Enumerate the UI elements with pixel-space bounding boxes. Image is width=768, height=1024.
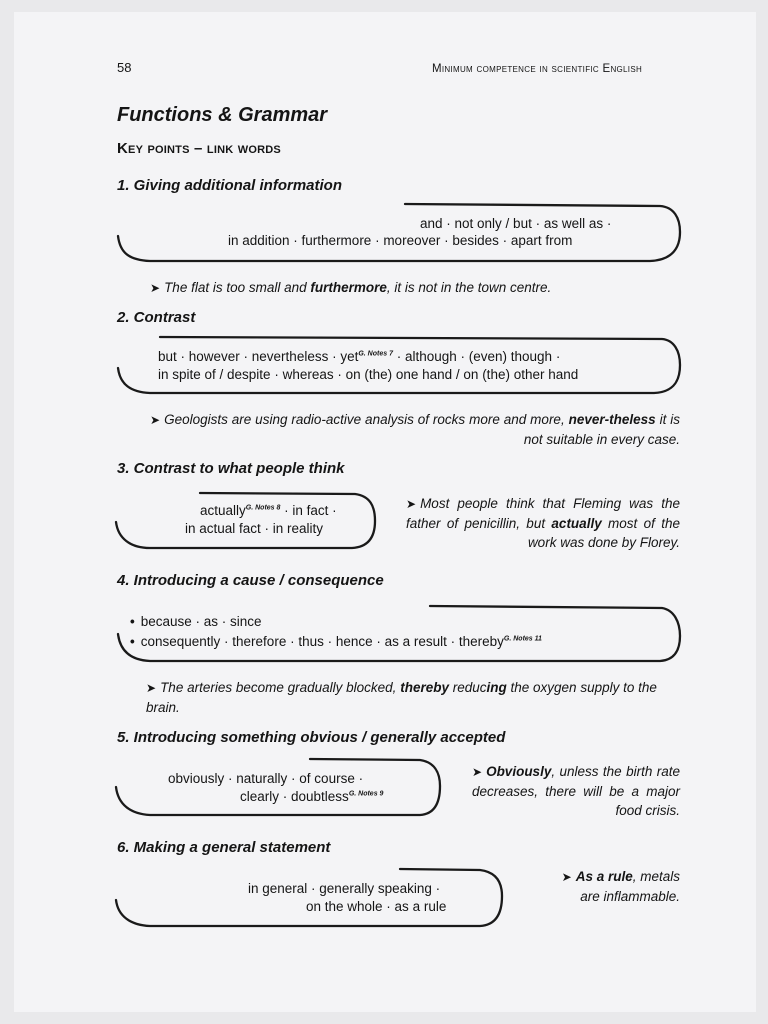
bullet-icon: • <box>130 634 135 649</box>
example-sentence: ➤ As a rule, metals are inflammable. <box>561 869 680 904</box>
page-title: Functions & Grammar <box>117 104 328 126</box>
section-heading: 6. Making a general statement <box>117 839 331 856</box>
link-words-line: clearly · doubtless$^{G. Notes 9}$ <box>240 789 384 804</box>
arrow-icon: ➤ <box>150 413 161 427</box>
link-words-line: obviously · naturally · of course · <box>168 771 364 786</box>
link-words-line: but · however · nevertheless · yet$^{G. Notes 7}$ · although · (even) though · <box>158 349 561 364</box>
arrow-icon: ➤ <box>406 497 417 511</box>
arrow-icon: ➤ <box>146 681 157 695</box>
page-number: 58 <box>117 60 132 75</box>
link-words-line: • consequently · therefore · thus · hence · as a result · thereby$^{G. Notes 11}$ <box>130 634 542 649</box>
link-words-line: in general · generally speaking · <box>248 881 441 896</box>
example-sentence: ➤ Obviously, unless the birth rate decreases, there will be a major food crisis. <box>472 764 680 818</box>
arrow-icon: ➤ <box>150 281 161 295</box>
link-words-line: in actual fact · in reality <box>185 521 324 536</box>
section-heading: 3. Contrast to what people think <box>117 460 345 477</box>
arrow-icon: ➤ <box>561 870 572 884</box>
link-words-line: in spite of / despite · whereas · on (the) one hand / on (the) other hand <box>158 367 579 382</box>
grammar-note-ref: G. Notes 8 <box>245 504 281 512</box>
link-words-line: • because · as · since <box>130 614 262 629</box>
example-sentence: ➤ Geologists are using radio-active analysis of rocks more and more, never-theless it is not suitable in every case. <box>150 412 680 447</box>
grammar-note-ref: G. Notes 7 <box>358 350 393 358</box>
example-sentence: ➤ The flat is too small and furthermore, it is not in the town centre. <box>150 280 552 295</box>
section-heading: 4. Introducing a cause / consequence <box>117 572 384 589</box>
link-words-line: on the whole · as a rule <box>306 899 447 914</box>
section-heading: 5. Introducing something obvious / generally accepted <box>117 729 506 746</box>
arrow-icon: ➤ <box>472 765 483 779</box>
grammar-note-ref: G. Notes 9 <box>348 790 384 798</box>
grammar-note-ref: G. Notes 11 <box>503 635 542 643</box>
section-heading: 1. Giving additional information <box>117 177 343 194</box>
link-words-line: and · not only / but · as well as · <box>420 216 612 231</box>
page-subtitle: Key points – link words <box>117 140 281 157</box>
book-title: Minimum competence in scientific English <box>432 63 643 75</box>
example-sentence: ➤ Most people think that Fleming was the father of penicillin, but actually most of the work was done by Florey. <box>406 496 680 550</box>
link-words-line: actually$^{G. Notes 8}$ · in fact · <box>200 503 337 518</box>
bullet-icon: • <box>130 614 135 629</box>
section-heading: 2. Contrast <box>117 309 196 326</box>
example-sentence: ➤ The arteries become gradually blocked, thereby reducing the oxygen supply to the brain. <box>146 680 657 715</box>
running-header <box>432 63 642 75</box>
link-words-line: in addition · furthermore · moreover · besides · apart from <box>228 233 573 248</box>
